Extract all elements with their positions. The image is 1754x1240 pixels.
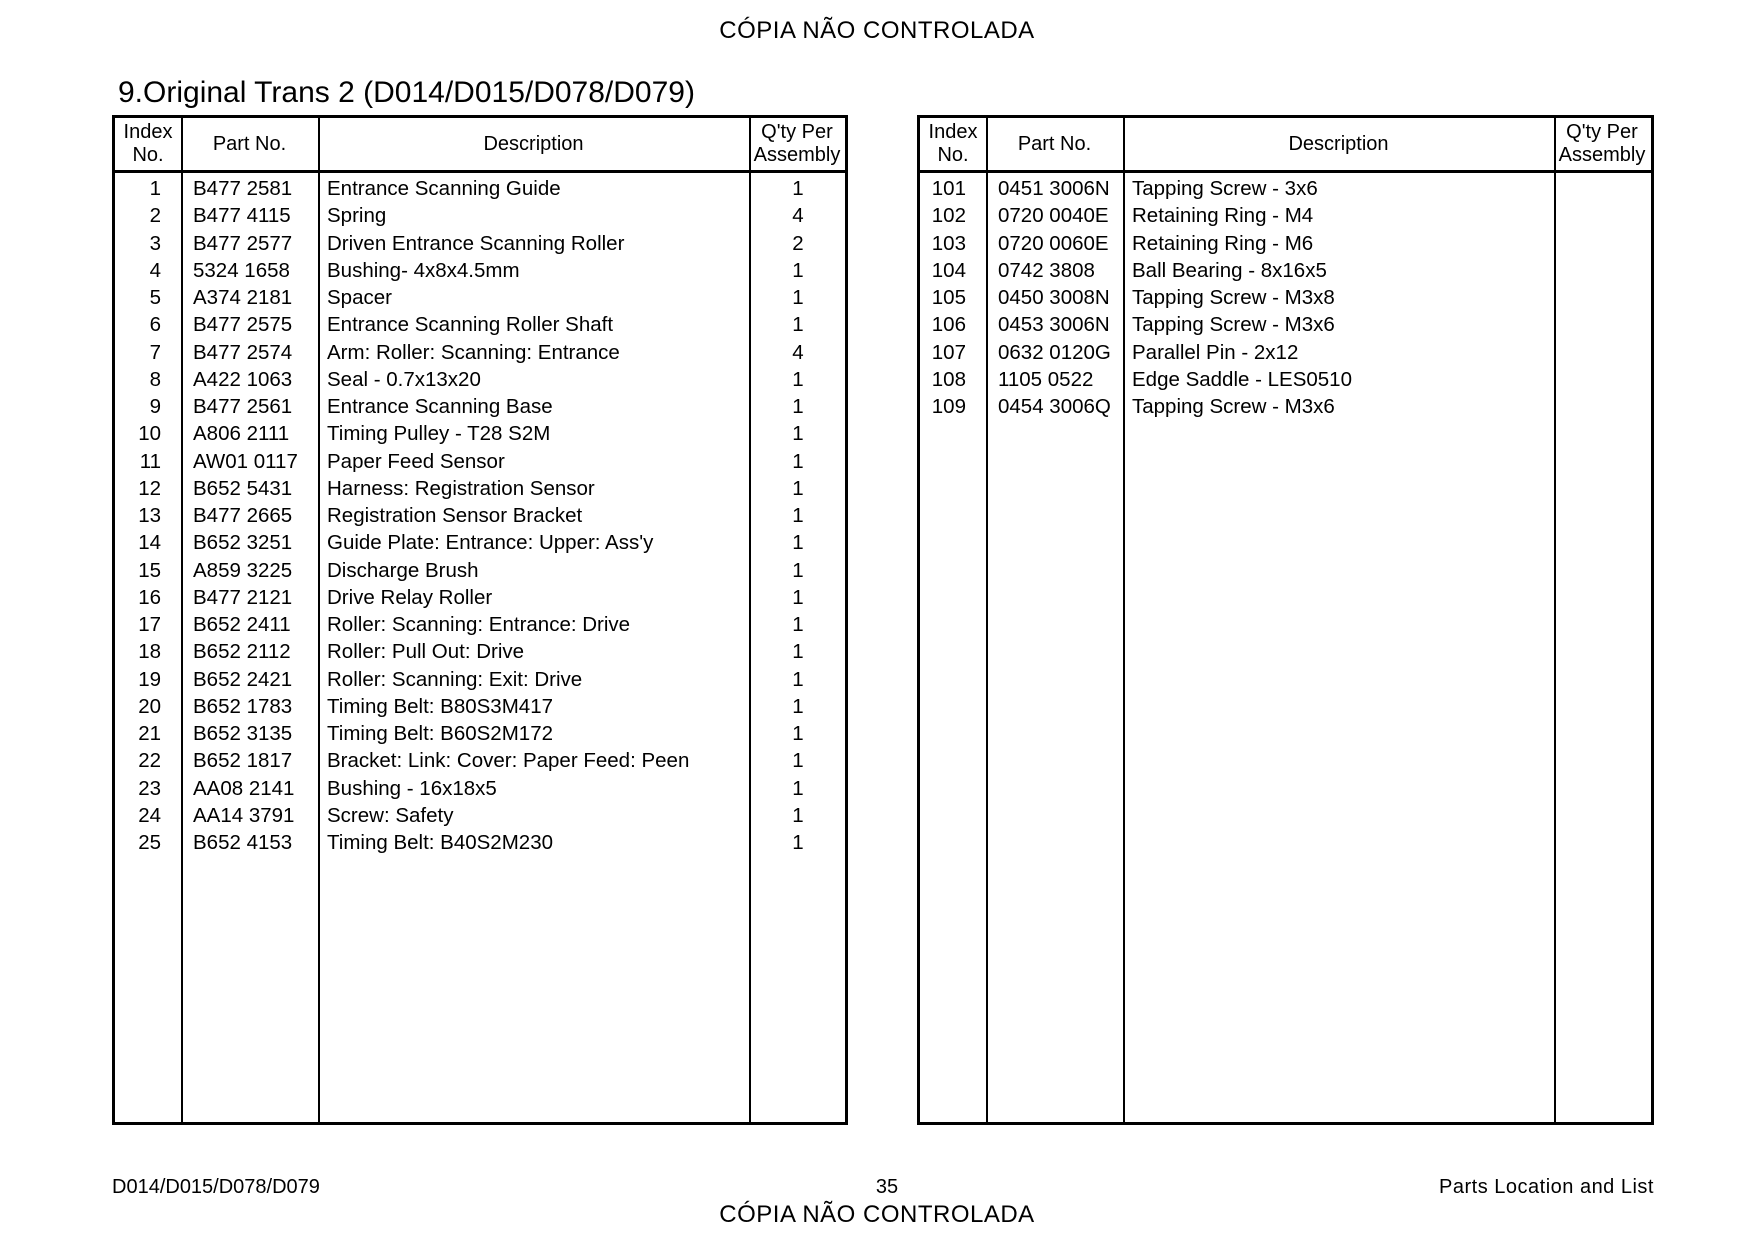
- cell-index: 22: [138, 749, 161, 773]
- cell-qty: 1: [792, 258, 804, 282]
- cell-description: Driven Entrance Scanning Roller: [327, 231, 625, 255]
- parts-table-right: [917, 115, 1654, 1125]
- cell-part-no: B477 2665: [193, 504, 293, 527]
- cell-description: Retaining Ring - M4: [1132, 204, 1314, 228]
- parts-table-left: [112, 115, 848, 1125]
- cell-part-no: B652 2411: [193, 613, 291, 636]
- cell-description: Registration Sensor Bracket: [327, 504, 583, 527]
- cell-part-no: 0454 3006Q: [998, 395, 1111, 418]
- header-description: Description: [1288, 132, 1389, 155]
- table-row: [115, 666, 845, 693]
- cell-index: 8: [149, 367, 161, 391]
- cell-description: Timing Belt: B60S2M172: [327, 722, 553, 745]
- cell-part-no: B652 3135: [193, 722, 293, 745]
- cell-qty: 1: [792, 367, 804, 391]
- table-row: [115, 529, 845, 556]
- watermark-top: CÓPIA NÃO CONTROLADA: [719, 17, 1035, 44]
- table-row: [920, 175, 1651, 202]
- cell-qty: 1: [792, 667, 804, 691]
- cell-part-no: AA14 3791: [193, 803, 295, 827]
- cell-index: 2: [149, 204, 161, 228]
- table-row: [115, 584, 845, 611]
- cell-qty: 1: [792, 640, 804, 664]
- table-row: [115, 829, 845, 856]
- cell-qty: [1556, 366, 1650, 393]
- cell-description: Retaining Ring - M6: [1132, 231, 1314, 255]
- cell-part-no: B652 2421: [193, 667, 293, 691]
- header-qty: Q'ty Per Assembly: [1558, 121, 1646, 166]
- cell-index: 5: [149, 286, 161, 309]
- cell-qty: 4: [792, 340, 804, 364]
- table-row: [115, 175, 845, 202]
- cell-index: 17: [138, 613, 161, 636]
- cell-qty: [1556, 257, 1650, 284]
- cell-description: Timing Belt: B80S3M417: [327, 694, 553, 718]
- cell-part-no: 5324 1658: [193, 258, 290, 282]
- header-index: Index No.: [123, 121, 173, 166]
- cell-part-no: A374 2181: [193, 286, 293, 309]
- footer-section: Parts Location and List: [1439, 1176, 1654, 1198]
- cell-qty: [1556, 202, 1650, 229]
- cell-description: Tapping Screw - M3x6: [1132, 313, 1335, 337]
- cell-qty: 1: [792, 558, 804, 582]
- table-row: [920, 366, 1651, 393]
- cell-qty: 1: [792, 476, 804, 500]
- header-qty: Q'ty Per Assembly: [753, 121, 841, 166]
- cell-qty: 1: [792, 531, 804, 555]
- table-row: [920, 339, 1651, 366]
- cell-index: 15: [138, 558, 161, 582]
- cell-index: 3: [149, 231, 161, 255]
- cell-part-no: AA08 2141: [193, 776, 295, 800]
- cell-part-no: 0450 3008N: [998, 286, 1110, 309]
- cell-part-no: 0451 3006N: [998, 177, 1110, 200]
- cell-index: 4: [149, 258, 161, 282]
- cell-part-no: B652 3251: [193, 531, 293, 555]
- cell-qty: 1: [792, 585, 804, 609]
- header-index: Index No.: [928, 121, 978, 166]
- cell-index: 21: [138, 722, 161, 745]
- cell-description: Entrance Scanning Roller Shaft: [327, 313, 614, 337]
- cell-part-no: 0742 3808: [998, 258, 1095, 282]
- table-row: [115, 393, 845, 420]
- cell-part-no: B477 2575: [193, 313, 293, 337]
- cell-qty: [1556, 393, 1650, 420]
- cell-index: 106: [931, 313, 966, 337]
- cell-qty: 1: [792, 395, 804, 418]
- cell-index: 23: [138, 776, 161, 800]
- cell-qty: 1: [792, 422, 804, 446]
- cell-part-no: B652 1817: [193, 749, 293, 773]
- table-row: [115, 775, 845, 802]
- table-row: [115, 638, 845, 665]
- cell-part-no: B652 5431: [193, 476, 293, 500]
- table-row: [115, 257, 845, 284]
- cell-index: 104: [931, 258, 966, 282]
- table-row: [115, 339, 845, 366]
- cell-part-no: 0720 0060E: [998, 231, 1109, 255]
- cell-part-no: 0632 0120G: [998, 340, 1111, 364]
- cell-index: 11: [139, 449, 161, 473]
- cell-qty: [1556, 339, 1650, 366]
- cell-part-no: AW01 0117: [193, 449, 298, 473]
- cell-index: 9: [149, 395, 161, 418]
- table-row: [920, 311, 1651, 338]
- cell-part-no: B652 1783: [193, 694, 293, 718]
- cell-index: 14: [138, 531, 161, 555]
- cell-index: 25: [138, 831, 161, 854]
- cell-part-no: B477 2121: [193, 585, 293, 609]
- cell-description: Roller: Scanning: Entrance: Drive: [327, 613, 631, 636]
- table-row: [115, 557, 845, 584]
- table-body: [115, 175, 845, 856]
- table-row: [115, 230, 845, 257]
- cell-description: Entrance Scanning Base: [327, 395, 553, 418]
- cell-part-no: B477 2561: [193, 395, 293, 418]
- table-row: [115, 502, 845, 529]
- table-row: [115, 693, 845, 720]
- cell-description: Seal - 0.7x13x20: [327, 367, 481, 391]
- cell-index: 102: [931, 204, 966, 228]
- cell-index: 13: [138, 504, 161, 527]
- cell-description: Bushing- 4x8x4.5mm: [327, 258, 520, 282]
- cell-description: Spacer: [327, 286, 392, 309]
- cell-qty: 1: [792, 449, 804, 473]
- cell-part-no: B477 4115: [193, 204, 291, 228]
- cell-part-no: B477 2581: [193, 177, 293, 200]
- cell-part-no: B477 2574: [193, 340, 293, 364]
- cell-description: Tapping Screw - 3x6: [1132, 177, 1318, 200]
- cell-index: 20: [138, 694, 161, 718]
- cell-index: 101: [931, 177, 966, 200]
- table-row: [115, 202, 845, 229]
- table-row: [115, 311, 845, 338]
- cell-index: 109: [931, 395, 966, 418]
- cell-qty: 1: [792, 694, 804, 718]
- cell-description: Tapping Screw - M3x8: [1132, 286, 1335, 309]
- cell-qty: 1: [792, 286, 804, 309]
- cell-description: Guide Plate: Entrance: Upper: Ass'y: [327, 531, 654, 555]
- cell-qty: [1556, 284, 1650, 311]
- cell-qty: 1: [792, 722, 804, 745]
- footer-page-number: 35: [875, 1176, 899, 1198]
- table-row: [115, 475, 845, 502]
- cell-qty: 1: [792, 177, 804, 200]
- cell-part-no: 0453 3006N: [998, 313, 1110, 337]
- cell-description: Tapping Screw - M3x6: [1132, 395, 1335, 418]
- cell-qty: 1: [792, 613, 804, 636]
- page-title: 9.Original Trans 2 (D014/D015/D078/D079): [118, 76, 695, 109]
- cell-index: 107: [931, 340, 966, 364]
- cell-index: 108: [931, 367, 966, 391]
- cell-description: Spring: [327, 204, 387, 228]
- cell-part-no: 0720 0040E: [998, 204, 1109, 228]
- cell-index: 12: [138, 476, 161, 500]
- header-part-no: Part No.: [212, 132, 287, 155]
- cell-qty: 1: [792, 776, 804, 800]
- cell-description: Drive Relay Roller: [327, 585, 493, 609]
- watermark-bottom: CÓPIA NÃO CONTROLADA: [719, 1201, 1035, 1228]
- cell-description: Timing Belt: B40S2M230: [327, 831, 553, 854]
- cell-qty: [1556, 175, 1650, 202]
- cell-description: Ball Bearing - 8x16x5: [1132, 258, 1327, 282]
- table-row: [115, 611, 845, 638]
- cell-index: 16: [138, 585, 161, 609]
- cell-description: Roller: Pull Out: Drive: [327, 640, 525, 664]
- cell-description: Paper Feed Sensor: [327, 449, 505, 473]
- table-row: [115, 420, 845, 447]
- cell-qty: 1: [792, 831, 804, 854]
- cell-qty: 1: [792, 504, 804, 527]
- cell-qty: 2: [792, 231, 804, 255]
- cell-index: 19: [138, 667, 161, 691]
- cell-qty: [1556, 230, 1650, 257]
- cell-qty: 4: [792, 204, 804, 228]
- footer-model: D014/D015/D078/D079: [112, 1176, 320, 1198]
- table-row: [115, 720, 845, 747]
- table-row: [115, 747, 845, 774]
- table-row: [920, 230, 1651, 257]
- table-row: [115, 366, 845, 393]
- cell-description: Harness: Registration Sensor: [327, 476, 595, 500]
- cell-description: Discharge Brush: [327, 558, 479, 582]
- cell-part-no: A859 3225: [193, 558, 293, 582]
- cell-qty: [1556, 311, 1650, 338]
- cell-index: 18: [138, 640, 161, 664]
- cell-index: 1: [149, 177, 161, 200]
- cell-index: 105: [931, 286, 966, 309]
- header-part-no: Part No.: [1017, 132, 1092, 155]
- cell-part-no: B477 2577: [193, 231, 293, 255]
- header-description: Description: [483, 132, 584, 155]
- cell-part-no: A422 1063: [193, 367, 293, 391]
- cell-description: Entrance Scanning Guide: [327, 177, 561, 200]
- cell-description: Parallel Pin - 2x12: [1132, 340, 1299, 364]
- table-row: [920, 202, 1651, 229]
- cell-description: Bracket: Link: Cover: Paper Feed: Peen: [327, 749, 690, 773]
- table-row: [920, 393, 1651, 420]
- cell-qty: 1: [792, 749, 804, 773]
- cell-description: Arm: Roller: Scanning: Entrance: [327, 340, 620, 364]
- table-row: [115, 448, 845, 475]
- table-row: [920, 257, 1651, 284]
- cell-description: Roller: Scanning: Exit: Drive: [327, 667, 583, 691]
- cell-part-no: B652 2112: [193, 640, 291, 664]
- cell-description: Bushing - 16x18x5: [327, 776, 497, 800]
- cell-index: 24: [138, 803, 161, 827]
- cell-part-no: A806 2111: [193, 422, 290, 446]
- cell-index: 103: [931, 231, 966, 255]
- cell-description: Timing Pulley - T28 S2M: [327, 422, 551, 446]
- cell-index: 6: [149, 313, 161, 337]
- table-header: [920, 118, 1651, 173]
- cell-qty: 1: [792, 313, 804, 337]
- cell-qty: 1: [792, 803, 804, 827]
- cell-index: 7: [149, 340, 161, 364]
- cell-description: Screw: Safety: [327, 803, 454, 827]
- cell-part-no: B652 4153: [193, 831, 293, 854]
- cell-index: 10: [138, 422, 161, 446]
- table-row: [115, 802, 845, 829]
- cell-description: Edge Saddle - LES0510: [1132, 367, 1352, 391]
- table-row: [920, 284, 1651, 311]
- table-row: [115, 284, 845, 311]
- cell-part-no: 1105 0522: [998, 367, 1094, 391]
- table-header: [115, 118, 845, 173]
- table-body: [920, 175, 1651, 420]
